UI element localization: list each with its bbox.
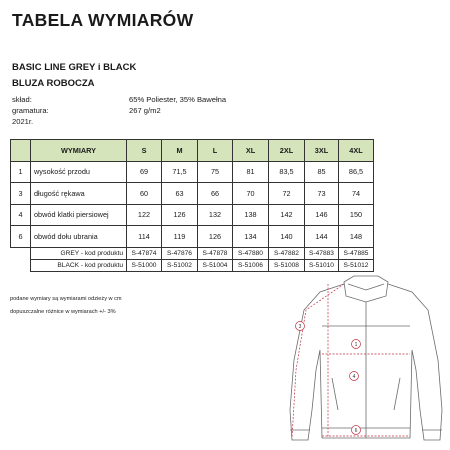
meta-value: 65% Poliester, 35% Bawełna — [129, 95, 227, 104]
cell-value: 85 — [305, 161, 339, 183]
cell-value: 140 — [269, 226, 305, 248]
cell-value: 60 — [127, 183, 162, 205]
cell-value: 83,5 — [269, 161, 305, 183]
cell-value: 142 — [269, 204, 305, 226]
note-tolerance: dopuszczalne różnice w wymiarach +/- 3% — [10, 308, 116, 315]
row-number: 3 — [11, 183, 31, 205]
product-code: S-47874 — [127, 247, 162, 259]
product-code: S-51006 — [233, 259, 269, 271]
code-row-grey — [11, 247, 374, 259]
meta-row-year — [12, 116, 226, 127]
cell-value: 144 — [305, 226, 339, 248]
cell-value: 69 — [127, 161, 162, 183]
meta-key: skład: — [12, 95, 32, 104]
cell-value: 66 — [198, 183, 233, 205]
row-label: obwód dołu ubrania — [31, 226, 127, 248]
size-header: XL — [233, 140, 269, 162]
table-row — [11, 226, 374, 248]
cell-value: 134 — [233, 226, 269, 248]
row-label: obwód klatki piersiowej — [31, 204, 127, 226]
cell-value: 132 — [198, 204, 233, 226]
product-code: S-47883 — [305, 247, 339, 259]
header-label-cell: WYMIARY — [31, 140, 127, 162]
product-code: S-51010 — [305, 259, 339, 271]
size-header: M — [162, 140, 198, 162]
product-meta — [12, 94, 226, 127]
jacket-outline — [290, 276, 442, 440]
cell-value: 148 — [339, 226, 374, 248]
meta-row-weight — [12, 105, 226, 116]
product-code: S-51012 — [339, 259, 374, 271]
cell-value: 126 — [162, 204, 198, 226]
cell-value: 86,5 — [339, 161, 374, 183]
cell-value: 73 — [305, 183, 339, 205]
page-title: TABELA WYMIARÓW — [12, 10, 194, 30]
product-code: S-47882 — [269, 247, 305, 259]
table-row — [11, 204, 374, 226]
meta-row-composition — [12, 94, 226, 105]
product-code: S-51004 — [198, 259, 233, 271]
size-table — [10, 139, 374, 272]
jacket-measurement-diagram — [282, 270, 450, 450]
cell-value: 138 — [233, 204, 269, 226]
size-header: L — [198, 140, 233, 162]
code-label: GREY - kod produktu — [31, 247, 127, 259]
blank-cell — [11, 247, 31, 259]
cell-value: 114 — [127, 226, 162, 248]
blank-cell — [11, 259, 31, 271]
size-header: S — [127, 140, 162, 162]
product-line: BASIC LINE GREY i BLACK — [12, 62, 137, 73]
cell-value: 72 — [269, 183, 305, 205]
row-label: wysokość przodu — [31, 161, 127, 183]
cell-value: 74 — [339, 183, 374, 205]
cell-value: 126 — [198, 226, 233, 248]
row-number: 6 — [11, 226, 31, 248]
table-row — [11, 161, 374, 183]
product-code: S-47885 — [339, 247, 374, 259]
cell-value: 119 — [162, 226, 198, 248]
product-code: S-47880 — [233, 247, 269, 259]
row-label: długość rękawa — [31, 183, 127, 205]
cell-value: 150 — [339, 204, 374, 226]
size-header: 3XL — [305, 140, 339, 162]
jacket-drawing — [282, 270, 450, 450]
row-number: 4 — [11, 204, 31, 226]
measurement-lines — [292, 284, 410, 438]
cell-value: 71,5 — [162, 161, 198, 183]
product-name: BLUZA ROBOCZA — [12, 78, 95, 89]
size-header: 4XL — [339, 140, 374, 162]
meta-key: gramatura: — [12, 106, 49, 115]
cell-value: 75 — [198, 161, 233, 183]
cell-value: 81 — [233, 161, 269, 183]
product-code: S-47876 — [162, 247, 198, 259]
note-units: podane wymiary są wymiarami odzieży w cm — [10, 296, 122, 302]
cell-value: 122 — [127, 204, 162, 226]
cell-value: 70 — [233, 183, 269, 205]
code-label: BLACK - kod produktu — [31, 259, 127, 271]
marker-label-3: 3 — [298, 324, 302, 330]
meta-key: 2021r. — [12, 117, 34, 126]
size-header: 2XL — [269, 140, 305, 162]
product-code: S-47878 — [198, 247, 233, 259]
header-num-cell — [11, 140, 31, 162]
row-number: 1 — [11, 161, 31, 183]
size-table-header — [11, 140, 374, 162]
marker-label-6: 6 — [354, 428, 358, 434]
cell-value: 63 — [162, 183, 198, 205]
marker-label-1: 1 — [354, 342, 358, 348]
notes — [10, 293, 122, 318]
product-code: S-51002 — [162, 259, 198, 271]
product-code: S-51008 — [269, 259, 305, 271]
marker-label-4: 4 — [352, 374, 356, 380]
meta-value: 267 g/m2 — [129, 106, 161, 115]
table-row — [11, 183, 374, 205]
cell-value: 146 — [305, 204, 339, 226]
product-code: S-51000 — [127, 259, 162, 271]
